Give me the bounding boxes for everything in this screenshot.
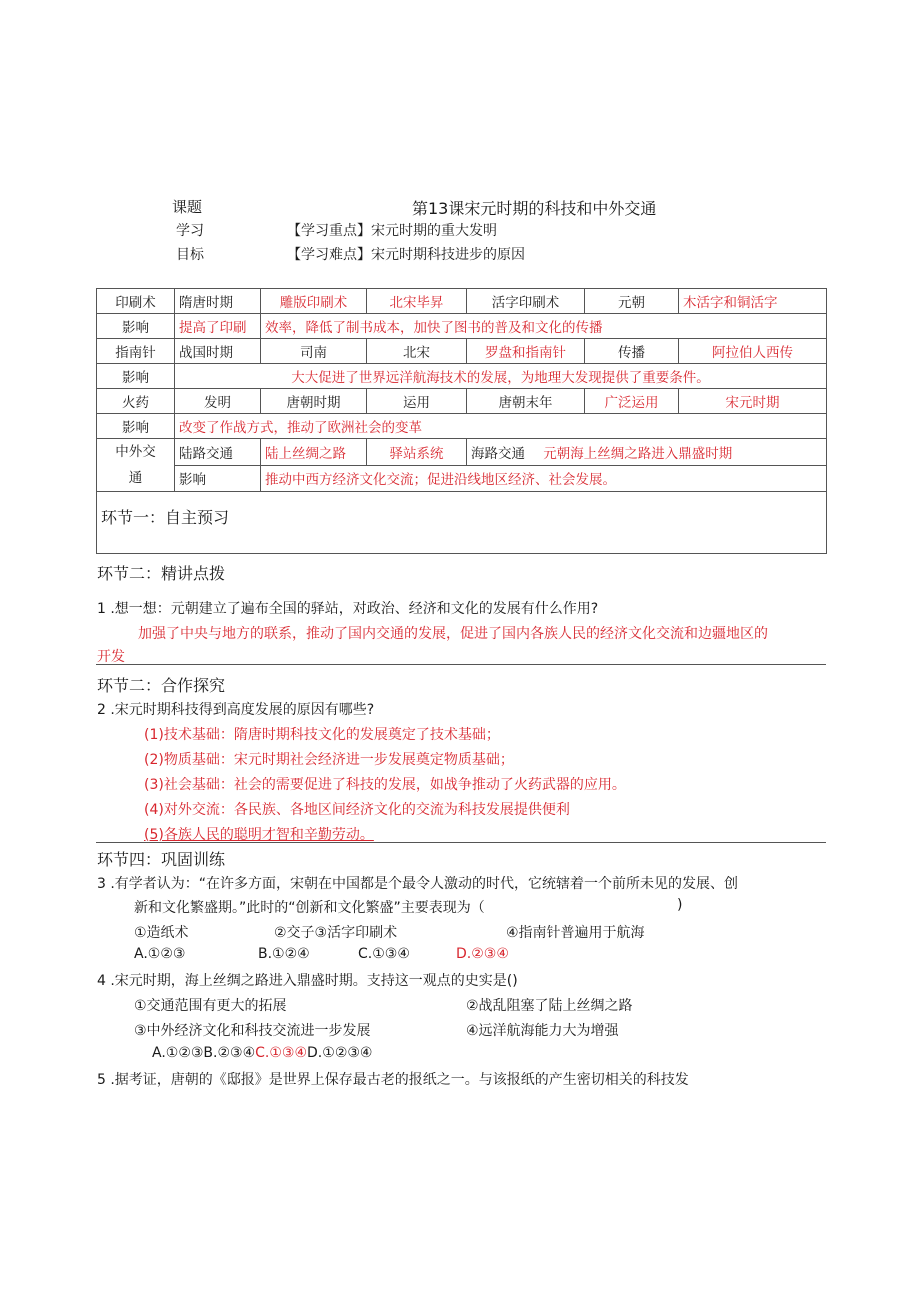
answer-1-line2: 开发 bbox=[97, 649, 125, 665]
q3-item-a: ①造纸术 bbox=[134, 925, 189, 941]
land-traffic-label: 陆路交通 bbox=[175, 439, 261, 466]
lesson-title: 第13课宋元时期的科技和中外交通 bbox=[412, 199, 657, 218]
traffic-impact-label: 影响 bbox=[175, 465, 261, 492]
traffic-label bbox=[97, 439, 175, 492]
section2-title: 环节二：精讲点拨 bbox=[97, 564, 226, 583]
printing-cell-4: 活字印刷术 bbox=[467, 289, 585, 314]
compass-cell-6: 阿拉伯人西传 bbox=[679, 339, 827, 364]
traffic-impact-text: 推动中西方经济文化交流；促进沿线地区经济、社会发展。 bbox=[261, 465, 827, 492]
compass-cell-3: 北宋 bbox=[367, 339, 467, 364]
gunpowder-cell-3: 运用 bbox=[367, 389, 467, 414]
gunpowder-cell-1: 发明 bbox=[175, 389, 261, 414]
question-5: 5 .据考证，唐朝的《邸报》是世界上保存最古老的报纸之一。与该报纸的产生密切相关的科技发 bbox=[97, 1072, 689, 1088]
question-2: 2 .宋元时期科技得到高度发展的原因有哪些? bbox=[97, 702, 375, 718]
sea-traffic-value: 元朝海上丝绸之路进入鼎盛时期 bbox=[543, 445, 733, 462]
q4-item-4: ④远洋航海能力大为增强 bbox=[466, 1023, 619, 1039]
section1-title: 环节一：自主预习 bbox=[97, 492, 827, 554]
goal-label-1: 学习 bbox=[176, 223, 204, 239]
printing-cell-6: 木活字和铜活字 bbox=[679, 289, 827, 314]
compass-impact-label: 影响 bbox=[97, 364, 175, 389]
gunpowder-label: 火药 bbox=[97, 389, 175, 414]
q3-option-d: D.②③④ bbox=[456, 946, 509, 962]
q3-item-c: ④指南针普遍用于航海 bbox=[506, 925, 645, 941]
compass-cell-2: 司南 bbox=[261, 339, 367, 364]
q4-option-ab: A.①②③B.②③④ bbox=[152, 1045, 256, 1061]
printing-cell-2: 雕版印刷术 bbox=[261, 289, 367, 314]
table-row-compass bbox=[97, 339, 827, 364]
section3-title: 环节二：合作探究 bbox=[97, 676, 226, 695]
compass-cell-4: 罗盘和指南针 bbox=[467, 339, 585, 364]
gunpowder-cell-6: 宋元时期 bbox=[679, 389, 827, 414]
table-row-section1 bbox=[97, 492, 827, 554]
answer-2-item-4: (4)对外交流：各民族、各地区间经济文化的交流为科技发展提供便利 bbox=[144, 802, 570, 818]
table-row-printing bbox=[97, 289, 827, 314]
q3-option-a: A.①②③ bbox=[134, 946, 186, 962]
gunpowder-cell-4: 唐朝末年 bbox=[467, 389, 585, 414]
compass-impact-text: 大大促进了世界远洋航海技术的发展，为地理大发现提供了重要条件。 bbox=[175, 364, 827, 389]
summary-table bbox=[96, 288, 827, 554]
q3-option-b: B.①②④ bbox=[258, 946, 310, 962]
q4-option-c: C.①③④ bbox=[255, 1045, 308, 1061]
answer-2-item-3: (3)社会基础：社会的需要促进了科技的发展，如战争推动了火药武器的应用。 bbox=[144, 777, 626, 793]
q4-option-d: D.①②③④ bbox=[307, 1045, 373, 1061]
section4-title: 环节四：巩固训练 bbox=[97, 850, 226, 869]
answer-1-line1: 加强了中央与地方的联系，推动了国内交通的发展，促进了国内各族人民的经济文化交流和边疆地区的 bbox=[138, 626, 768, 642]
goal-label-2: 目标 bbox=[176, 247, 204, 263]
answer-2-item-5: (5)各族人民的聪明才智和辛勤劳动。 bbox=[144, 827, 374, 843]
sea-traffic-label: 海路交通 bbox=[471, 445, 525, 462]
compass-label: 指南针 bbox=[97, 339, 175, 364]
table-row-traffic-impact bbox=[97, 465, 827, 492]
printing-impact-a: 提高了印刷 bbox=[175, 314, 261, 339]
sea-traffic-cell bbox=[467, 439, 827, 466]
answer-2-item-1: (1)技术基础：隋唐时期科技文化的发展奠定了技术基础； bbox=[144, 727, 500, 743]
divider-2 bbox=[96, 842, 826, 843]
compass-cell-1: 战国时期 bbox=[175, 339, 261, 364]
traffic-label-line1: 中外交 bbox=[115, 444, 156, 460]
printing-cell-3: 北宋毕昇 bbox=[367, 289, 467, 314]
printing-label: 印刷术 bbox=[97, 289, 175, 314]
topic-label: 课题 bbox=[172, 198, 203, 216]
gunpowder-cell-2: 唐朝时期 bbox=[261, 389, 367, 414]
table-row-gunpowder bbox=[97, 389, 827, 414]
key-point: 【学习重点】宋元时期的重大发明 bbox=[287, 223, 497, 239]
difficulty-point: 【学习难点】宋元时期科技进步的原因 bbox=[287, 247, 525, 263]
printing-impact-label: 影响 bbox=[97, 314, 175, 339]
q4-item-3: ③中外经济文化和科技交流进一步发展 bbox=[134, 1023, 371, 1039]
land-traffic-system: 驿站系统 bbox=[367, 439, 467, 466]
land-traffic-value: 陆上丝绸之路 bbox=[261, 439, 367, 466]
q4-options bbox=[152, 1045, 372, 1061]
q4-item-2: ②战乱阻塞了陆上丝绸之路 bbox=[466, 998, 633, 1014]
table-row-compass-impact bbox=[97, 364, 827, 389]
q4-item-1: ①交通范围有更大的拓展 bbox=[134, 998, 287, 1014]
question-4: 4 .宋元时期，海上丝绸之路进入鼎盛时期。支持这一观点的史实是() bbox=[97, 973, 518, 989]
printing-impact-b: 效率，降低了制书成本，加快了图书的普及和文化的传播 bbox=[261, 314, 827, 339]
question-3-line1: 3 .有学者认为：“在许多方面，宋朝在中国都是个最令人激动的时代，它统辖着一个前所未见的发展、创 bbox=[97, 876, 739, 892]
question-3-paren: ) bbox=[677, 897, 683, 913]
q3-option-c: C.①③④ bbox=[358, 946, 410, 962]
divider-1 bbox=[96, 664, 826, 665]
table-row-gunpowder-impact bbox=[97, 414, 827, 439]
answer-2-item-2: (2)物质基础：宋元时期社会经济进一步发展奠定物质基础； bbox=[144, 752, 514, 768]
gunpowder-impact-label: 影响 bbox=[97, 414, 175, 439]
gunpowder-cell-5: 广泛运用 bbox=[585, 389, 679, 414]
table-row-printing-impact bbox=[97, 314, 827, 339]
traffic-label-line2: 通 bbox=[128, 470, 143, 486]
question-1: 1 .想一想：元朝建立了遍布全国的驿站，对政治、经济和文化的发展有什么作用? bbox=[97, 601, 599, 617]
gunpowder-impact-text: 改变了作战方式，推动了欧洲社会的变革 bbox=[175, 414, 827, 439]
q3-item-b: ②交子③活字印刷术 bbox=[274, 925, 398, 941]
printing-cell-5: 元朝 bbox=[585, 289, 679, 314]
compass-cell-5: 传播 bbox=[585, 339, 679, 364]
question-3-line2: 新和文化繁盛期。”此时的“创新和文化繁盛”主要表现为（ bbox=[134, 900, 485, 916]
printing-cell-1: 隋唐时期 bbox=[175, 289, 261, 314]
table-row-traffic bbox=[97, 439, 827, 466]
